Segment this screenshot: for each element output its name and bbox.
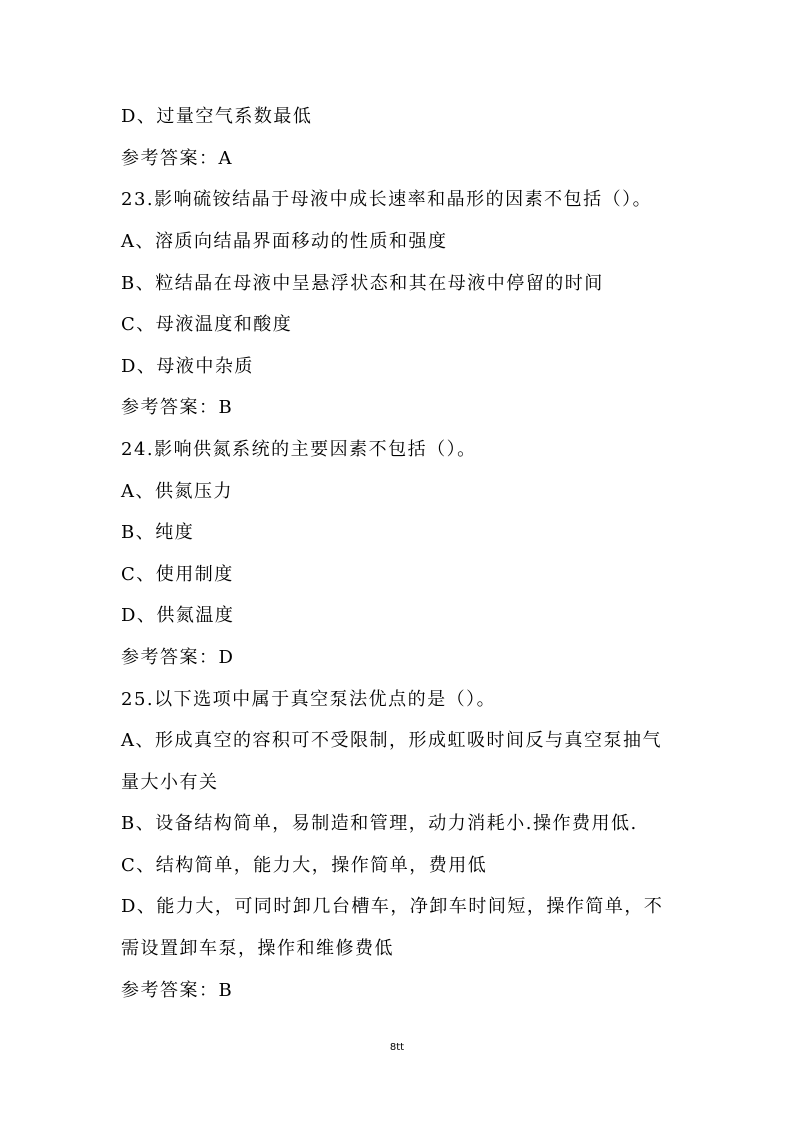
answer-q24: 参考答案：D xyxy=(121,647,235,668)
option-d-q24: D、供氮温度 xyxy=(121,605,235,626)
option-d-q25-line2: 需设置卸车泵，操作和维修费低 xyxy=(121,938,394,959)
answer-q23: 参考答案：B xyxy=(121,397,234,418)
option-a-q23: A、溶质向结晶界面移动的性质和强度 xyxy=(121,231,448,252)
option-b-q24: B、纯度 xyxy=(121,522,195,543)
option-a-q25-line2: 量大小有关 xyxy=(121,772,219,793)
option-a-q25-line1: A、形成真空的容积可不受限制，形成虹吸时间反与真空泵抽气 xyxy=(121,730,662,751)
option-c-q24: C、使用制度 xyxy=(121,564,234,585)
answer-q25: 参考答案：B xyxy=(121,980,234,1001)
option-d-q25-line1: D、能力大，可同时卸几台槽车，净卸车时间短，操作简单，不 xyxy=(121,896,664,917)
answer-q22: 参考答案：A xyxy=(121,148,233,169)
option-d-q22: D、过量空气系数最低 xyxy=(121,106,313,127)
option-a-q24: A、供氮压力 xyxy=(121,481,233,502)
option-c-q23: C、母液温度和酸度 xyxy=(121,314,293,335)
page-number: 8tt xyxy=(389,1042,405,1053)
option-c-q25: C、结构简单，能力大，操作简单，费用低 xyxy=(121,855,488,876)
option-b-q25: B、设备结构简单，易制造和管理，动力消耗小.操作费用低. xyxy=(121,813,638,834)
question-23: 23.影响硫铵结晶于母液中成长速率和晶形的因素不包括（）。 xyxy=(121,189,653,210)
option-d-q23: D、母液中杂质 xyxy=(121,356,254,377)
option-b-q23: B、粒结晶在母液中呈悬浮状态和其在母液中停留的时间 xyxy=(121,273,604,294)
question-25: 25.以下选项中属于真空泵法优点的是（）。 xyxy=(121,689,497,710)
question-24: 24.影响供氮系统的主要因素不包括（）。 xyxy=(121,439,477,460)
